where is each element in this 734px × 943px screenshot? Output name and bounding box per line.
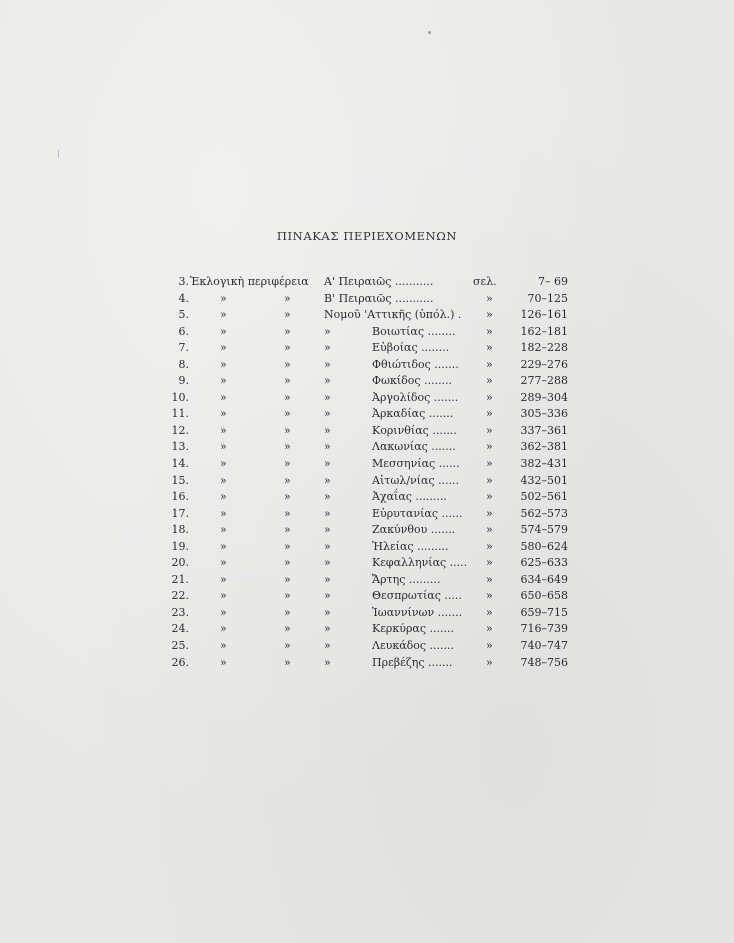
toc-row xyxy=(168,572,568,589)
toc-row-pages: 502–561 xyxy=(520,490,568,504)
toc-row-ditto: » xyxy=(324,374,331,388)
toc-row-page-marker: » xyxy=(486,523,493,537)
toc-row-page-marker: » xyxy=(486,390,493,404)
toc-row-ditto: » xyxy=(324,605,331,619)
toc-table xyxy=(168,274,568,671)
toc-row-ditto: » xyxy=(324,589,331,603)
toc-row-page-marker: » xyxy=(486,655,493,669)
toc-row-pages: 659–715 xyxy=(520,605,568,619)
toc-row xyxy=(168,340,568,357)
toc-row-label: Νομοῦ 'Αττικῆς (ὑπόλ.) . xyxy=(324,308,462,322)
toc-row xyxy=(168,555,568,572)
toc-row-pages: 182–228 xyxy=(520,341,568,355)
toc-row-number: 18. xyxy=(171,523,189,537)
toc-row-ditto: » xyxy=(324,407,331,421)
toc-row-pages: 229–276 xyxy=(520,357,568,371)
toc-row-ditto: » xyxy=(220,341,227,355)
toc-row-region: Κεφαλληνίας ..... xyxy=(372,556,468,570)
toc-row xyxy=(168,390,568,407)
toc-row-number: 24. xyxy=(171,622,189,636)
toc-row xyxy=(168,291,568,308)
toc-row-ditto: » xyxy=(284,407,291,421)
toc-row-number: 12. xyxy=(171,423,189,437)
toc-row-ditto: » xyxy=(220,374,227,388)
toc-row-ditto: » xyxy=(284,506,291,520)
toc-row-ditto: » xyxy=(324,440,331,454)
toc-row-ditto: » xyxy=(324,423,331,437)
toc-row-ditto: » xyxy=(220,291,227,305)
toc-row-page-marker: » xyxy=(486,407,493,421)
toc-row-region: Λακωνίας ....... xyxy=(372,440,456,454)
toc-row-region: Εὐβοίας ........ xyxy=(372,341,450,355)
toc-row-pages: 70–125 xyxy=(527,291,568,305)
toc-row-ditto: » xyxy=(324,324,331,338)
toc-row-page-marker: » xyxy=(486,639,493,653)
toc-row-ditto: » xyxy=(220,655,227,669)
toc-row-number: 5. xyxy=(178,308,189,322)
toc-row xyxy=(168,539,568,556)
toc-row-ditto: » xyxy=(220,622,227,636)
toc-row-pages: 432–501 xyxy=(520,473,568,487)
toc-row-pages: 562–573 xyxy=(520,506,568,520)
toc-row-page-marker: » xyxy=(486,572,493,586)
paper-speck xyxy=(428,31,431,34)
toc-row-number: 26. xyxy=(171,655,189,669)
toc-row-region: Εὐρυτανίας ...... xyxy=(372,506,463,520)
toc-row-number: 15. xyxy=(171,473,189,487)
toc-row-pages: 650–658 xyxy=(520,589,568,603)
toc-row-ditto: » xyxy=(220,308,227,322)
toc-row xyxy=(168,489,568,506)
toc-row-page-marker: » xyxy=(486,324,493,338)
toc-row-pages: 162–181 xyxy=(520,324,568,338)
toc-row-ditto: » xyxy=(220,473,227,487)
toc-row-ditto: » xyxy=(324,539,331,553)
toc-row-ditto: » xyxy=(324,523,331,537)
toc-row xyxy=(168,439,568,456)
toc-row-ditto: » xyxy=(324,457,331,471)
toc-row xyxy=(168,357,568,374)
toc-row-ditto: » xyxy=(324,639,331,653)
toc-row-number: 17. xyxy=(171,506,189,520)
toc-row-number: 7. xyxy=(178,341,189,355)
toc-row-ditto: » xyxy=(220,357,227,371)
toc-row-ditto: » xyxy=(284,308,291,322)
toc-row-page-marker: » xyxy=(486,457,493,471)
toc-row-pages: 574–579 xyxy=(520,523,568,537)
toc-row-region: Φθιώτιδος ....... xyxy=(372,357,459,371)
toc-row-label: Ἐκλογικὴ περιφέρεια xyxy=(190,275,309,288)
toc-row-page-marker: » xyxy=(486,308,493,322)
toc-row-number: 20. xyxy=(171,556,189,570)
toc-row-pages: 716–739 xyxy=(520,622,568,636)
toc-row-number: 4. xyxy=(178,291,189,305)
toc-row-ditto: » xyxy=(324,357,331,371)
toc-row-number: 9. xyxy=(178,374,189,388)
toc-row-ditto: » xyxy=(220,390,227,404)
toc-row-region: Θεσπρωτίας ..... xyxy=(372,589,462,603)
toc-row-ditto: » xyxy=(324,341,331,355)
toc-row-pages: 126–161 xyxy=(520,308,568,322)
toc-row-pages: 289–304 xyxy=(520,390,568,404)
toc-row-ditto: » xyxy=(220,589,227,603)
toc-row-ditto: » xyxy=(284,639,291,653)
toc-row-page-marker: » xyxy=(486,423,493,437)
toc-row-ditto: » xyxy=(220,506,227,520)
toc-row xyxy=(168,588,568,605)
toc-row-ditto: » xyxy=(324,556,331,570)
toc-row-page-marker: » xyxy=(486,605,493,619)
toc-row-region: Ἄρτης ......... xyxy=(372,572,441,586)
toc-row-ditto: » xyxy=(220,539,227,553)
toc-row-number: 19. xyxy=(171,539,189,553)
toc-row-region: Αἰτωλ/νίας ...... xyxy=(372,473,460,487)
toc-row-pages: 277–288 xyxy=(520,374,568,388)
toc-row xyxy=(168,522,568,539)
toc-row-ditto: » xyxy=(284,440,291,454)
toc-row-ditto: » xyxy=(220,556,227,570)
toc-row-pages: 634–649 xyxy=(520,572,568,586)
toc-row-number: 16. xyxy=(171,490,189,504)
toc-row-label: Β' Πειραιῶς ........... xyxy=(324,291,434,305)
toc-row-number: 23. xyxy=(171,605,189,619)
toc-row xyxy=(168,274,568,291)
toc-row-ditto: » xyxy=(220,490,227,504)
toc-row-page-marker: » xyxy=(486,440,493,454)
toc-row xyxy=(168,373,568,390)
toc-row-number: 6. xyxy=(178,324,189,338)
toc-row-region: Ἰωαννίνων ....... xyxy=(372,605,463,619)
toc-row-region: Ζακύνθου ....... xyxy=(372,523,456,537)
toc-row-number: 8. xyxy=(178,357,189,371)
toc-row-region: Ἀρκαδίας ....... xyxy=(372,407,454,421)
toc-row xyxy=(168,506,568,523)
toc-row-ditto: » xyxy=(284,324,291,338)
toc-row-pages: 740–747 xyxy=(520,639,568,653)
toc-row-ditto: » xyxy=(220,523,227,537)
toc-row-ditto: » xyxy=(284,473,291,487)
toc-row-ditto: » xyxy=(324,655,331,669)
toc-row-ditto: » xyxy=(324,622,331,636)
toc-row-pages: 7– 69 xyxy=(538,275,568,288)
toc-row xyxy=(168,655,568,672)
toc-row-ditto: » xyxy=(220,605,227,619)
toc-row-region: Ἠλείας ......... xyxy=(372,539,449,553)
toc-row-page-marker: » xyxy=(486,357,493,371)
toc-row-page-marker: » xyxy=(486,490,493,504)
toc-row-pages: 625–633 xyxy=(520,556,568,570)
toc-row-pages: 337–361 xyxy=(520,423,568,437)
toc-row-ditto: » xyxy=(284,556,291,570)
toc-row-pages: 305–336 xyxy=(520,407,568,421)
toc-row-ditto: » xyxy=(284,341,291,355)
toc-row-page-marker: » xyxy=(486,556,493,570)
toc-row-page-marker: σελ. xyxy=(473,275,497,288)
toc-row-ditto: » xyxy=(220,324,227,338)
toc-row-ditto: » xyxy=(324,473,331,487)
toc-row-ditto: » xyxy=(284,374,291,388)
toc-row-ditto: » xyxy=(284,589,291,603)
toc-row-number: 22. xyxy=(171,589,189,603)
toc-row-region: Βοιωτίας ........ xyxy=(372,324,456,338)
paper-speck xyxy=(58,150,59,158)
toc-row-ditto: » xyxy=(284,291,291,305)
toc-row xyxy=(168,456,568,473)
toc-row-pages: 748–756 xyxy=(520,655,568,669)
toc-row-ditto: » xyxy=(220,423,227,437)
toc-row-ditto: » xyxy=(324,490,331,504)
toc-row xyxy=(168,638,568,655)
toc-row xyxy=(168,621,568,638)
toc-row-region: Κορινθίας ....... xyxy=(372,423,457,437)
toc-row-page-marker: » xyxy=(486,589,493,603)
toc-row-region: Μεσσηνίας ...... xyxy=(372,457,460,471)
toc-row-region: Πρεβέζης ....... xyxy=(372,655,453,669)
toc-row-pages: 362–381 xyxy=(520,440,568,454)
toc-row xyxy=(168,307,568,324)
toc-row-page-marker: » xyxy=(486,374,493,388)
toc-row-ditto: » xyxy=(220,457,227,471)
toc-row-ditto: » xyxy=(284,357,291,371)
toc-row-label: Α' Πειραιῶς ........... xyxy=(324,275,434,288)
toc-row-number: 3. xyxy=(178,275,189,288)
toc-row-page-marker: » xyxy=(486,341,493,355)
toc-row-ditto: » xyxy=(324,572,331,586)
toc-row-region: Λευκάδος ....... xyxy=(372,639,455,653)
toc-row xyxy=(168,406,568,423)
toc-row-pages: 580–624 xyxy=(520,539,568,553)
toc-row xyxy=(168,324,568,341)
toc-row-ditto: » xyxy=(220,639,227,653)
toc-row-ditto: » xyxy=(284,457,291,471)
toc-title: ΠΙΝΑΚΑΣ ΠΕΡΙΕΧΟΜΕΝΩΝ xyxy=(276,229,458,243)
toc-row-region: Κερκύρας ....... xyxy=(372,622,454,636)
toc-row-ditto: » xyxy=(284,572,291,586)
toc-row-ditto: » xyxy=(284,655,291,669)
toc-row-number: 14. xyxy=(171,457,189,471)
toc-row-number: 11. xyxy=(171,407,189,421)
toc-row-ditto: » xyxy=(220,572,227,586)
toc-row-ditto: » xyxy=(284,605,291,619)
toc-row-ditto: » xyxy=(220,440,227,454)
toc-row-page-marker: » xyxy=(486,539,493,553)
toc-row-ditto: » xyxy=(284,390,291,404)
toc-row-page-marker: » xyxy=(486,291,493,305)
toc-row-number: 13. xyxy=(171,440,189,454)
toc-row-page-marker: » xyxy=(486,506,493,520)
toc-row xyxy=(168,605,568,622)
toc-row-region: Φωκίδος ........ xyxy=(372,374,453,388)
toc-row-ditto: » xyxy=(284,490,291,504)
toc-row-ditto: » xyxy=(324,390,331,404)
toc-row-region: Ἀργολίδος ....... xyxy=(372,390,459,404)
toc-row-ditto: » xyxy=(284,539,291,553)
toc-row-number: 21. xyxy=(171,572,189,586)
toc-row-number: 25. xyxy=(171,639,189,653)
toc-row-ditto: » xyxy=(220,407,227,421)
toc-row xyxy=(168,423,568,440)
toc-row-ditto: » xyxy=(284,523,291,537)
toc-row-ditto: » xyxy=(284,622,291,636)
toc-row-page-marker: » xyxy=(486,473,493,487)
toc-row-region: Ἀχαΐας ......... xyxy=(372,490,447,504)
toc-row xyxy=(168,473,568,490)
toc-row-pages: 382–431 xyxy=(520,457,568,471)
toc-row-ditto: » xyxy=(284,423,291,437)
toc-row-ditto: » xyxy=(324,506,331,520)
toc-row-number: 10. xyxy=(171,390,189,404)
toc-row-page-marker: » xyxy=(486,622,493,636)
